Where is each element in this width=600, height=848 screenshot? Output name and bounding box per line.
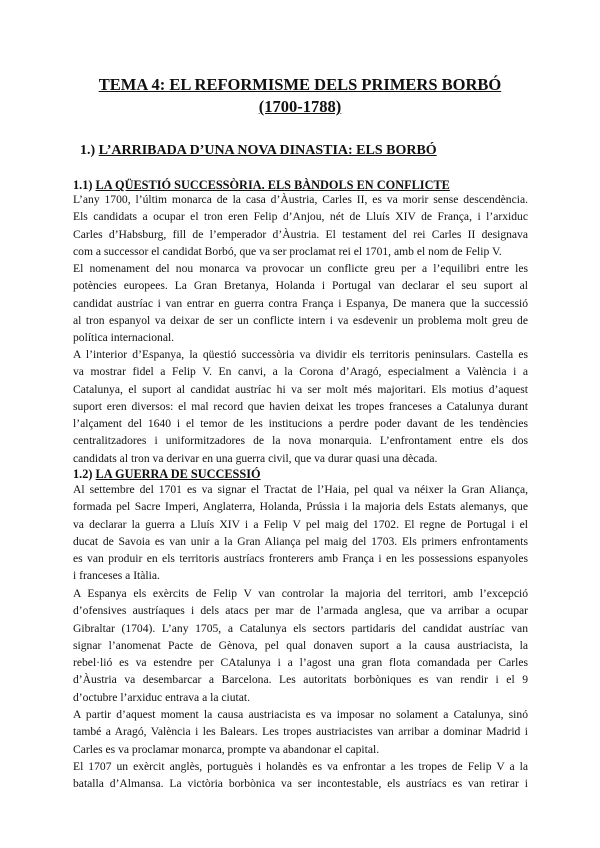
text-line: El 1707 un exèrcit anglès, portuguès i holandès es va enfrontar a les tropes de Felip V a la xyxy=(73,760,528,773)
paragraph-2 xyxy=(73,260,528,346)
text-line: Catalunya, el suport al candidat austríac hi va ser molt més majoritari. Els motius d’aquest xyxy=(73,382,528,396)
text-line: signar l’anomenat Pacte de Gènova, pel qual donaven suport a la causa austriacista, la xyxy=(73,638,528,652)
subsection-heading-1-2 xyxy=(73,466,261,482)
section-heading-1 xyxy=(80,142,437,160)
text-line: com a successor el candidat Borbó, que va ser proclamat rei el 1701, amb el nom de Felip V. xyxy=(73,244,502,258)
text-line: ducat de Savoia es van unir a la Gran Aliança pel maig del 1703. Els primers enfrontaments xyxy=(73,534,528,548)
subsection-number: 1.2) xyxy=(73,467,93,481)
document-title: TEMA 4: EL REFORMISME DELS PRIMERS BORBÓ xyxy=(98,75,502,94)
text-line: va mostrar fidel a Felip V. En canvi, a la Corona d’Aragó, especialment a València i a xyxy=(73,365,528,379)
text-line: formada pel Sacre Imperi, Anglaterra, Holanda, Prússia i la majoria dels Estats alemanys, que xyxy=(73,500,528,514)
text-line: Gibraltar (1704). L’any 1705, a Catalunya els sectors partidaris del candidat austríac van xyxy=(73,621,528,635)
text-line: suport eren diversos: el mal record que havien deixat les tropes franceses a Catalunya durant xyxy=(73,399,528,413)
text-line: centralitzadores i uniformitzadores de la nova monarquia. L’enfrontament entre els dos xyxy=(73,434,528,448)
paragraph-5 xyxy=(73,585,528,706)
section-label: L’ARRIBADA D’UNA NOVA DINASTIA: ELS BORBÓ xyxy=(98,143,437,158)
text-line: d’ofensives austríaques i dels atacs per mar de l’armada anglesa, que va arribar a ocupar xyxy=(73,604,528,618)
text-line: rebel·lió es va estendre per CAtalunya i a l’agost una gran flota comandada per Carles xyxy=(73,656,528,670)
paragraph-7 xyxy=(73,758,528,793)
text-line: candidats al tron va derivar en una guerra civil, que va durar quasi una dècada. xyxy=(73,451,438,465)
document-title-dates: (1700-1788) xyxy=(258,97,342,116)
text-line: també a Aragó, València i les Balears. Les tropes austriacistes van arribar a dominar Madrid i xyxy=(73,725,528,739)
text-line: Els candidats a ocupar el tron eren Felip d’Anjou, nét de Lluís XIV de França, i l’arxiduc xyxy=(73,210,528,224)
text-line: batalla d’Almansa. La victòria borbònica va ser incontestable, els austríacs es van retirar i xyxy=(73,777,528,791)
text-line: i franceses a Itàlia. xyxy=(73,569,160,583)
text-line: al tron espanyol va deixar de ser un conflicte intern i va esdevenir un problema molt greu de xyxy=(73,313,528,327)
subsection-label: LA GUERRA DE SUCCESSIÓ xyxy=(95,467,261,481)
text-line: A Espanya els exèrcits de Felip V van controlar la majoria del territori, amb l’excepció xyxy=(73,587,528,600)
subsection-number: 1.1) xyxy=(73,178,93,192)
text-line: candidat austríac i van entrar en guerra contra França i Espanya, De manera que la successió xyxy=(73,296,528,310)
paragraph-4 xyxy=(73,481,528,585)
text-line: L’any 1700, l’últim monarca de la casa d’Àustria, Carles II, es va morir sense descendència. xyxy=(73,193,528,206)
text-line: va declarar la guerra a Lluís XIV i a Felip V pel maig del 1702. El regne de Portugal i el xyxy=(73,517,528,531)
text-line: d’octubre l’arxiduc entrava a la ciutat. xyxy=(73,690,251,704)
paragraph-3 xyxy=(73,346,528,467)
text-line: es van produir en els territoris austríacs fronterers amb França i en les possessions espanyoles xyxy=(73,552,528,566)
text-line: política internacional. xyxy=(73,331,175,345)
text-line: d’Àustria va desembarcar a Barcelona. Les autoritats borbòniques es van rendir i el 9 xyxy=(73,673,528,687)
text-line: A partir d’aquest moment la causa austriacista es va imposar no solament a Catalunya, sinó xyxy=(73,708,528,721)
text-line: Al settembre del 1701 es va signar el Tractat de l’Haia, pel qual va néixer la Gran Aliança, xyxy=(73,483,528,496)
text-line: A l’interior d’Espanya, la qüestió successòria va dividir els territoris peninsulars. Castella es xyxy=(73,348,528,361)
paragraph-6 xyxy=(73,706,528,758)
paragraph-1 xyxy=(73,191,528,260)
text-line: Carles d’Habsburg, fill de l’emperador d’Àustria. El testament del rei Carles II designava xyxy=(73,227,528,241)
section-number: 1.) xyxy=(80,143,96,158)
subsection-label: LA QÜESTIÓ SUCCESSÒRIA. ELS BÀNDOLS EN CONFLICTE xyxy=(95,178,450,192)
text-line: Carles es va proclamar monarca, prompte va abandonar el capital. xyxy=(73,742,380,756)
text-line: El nomenament del nou monarca va provocar un conflicte greu per a l’equilibri entre les xyxy=(73,262,528,275)
text-line: l’alçament del 1640 i el temor de les institucions a perdre poder davant de les tendències xyxy=(73,417,528,431)
text-line: potències europees. La Gran Bretanya, Holanda i Portugal van declarar el seu suport al xyxy=(73,279,528,293)
